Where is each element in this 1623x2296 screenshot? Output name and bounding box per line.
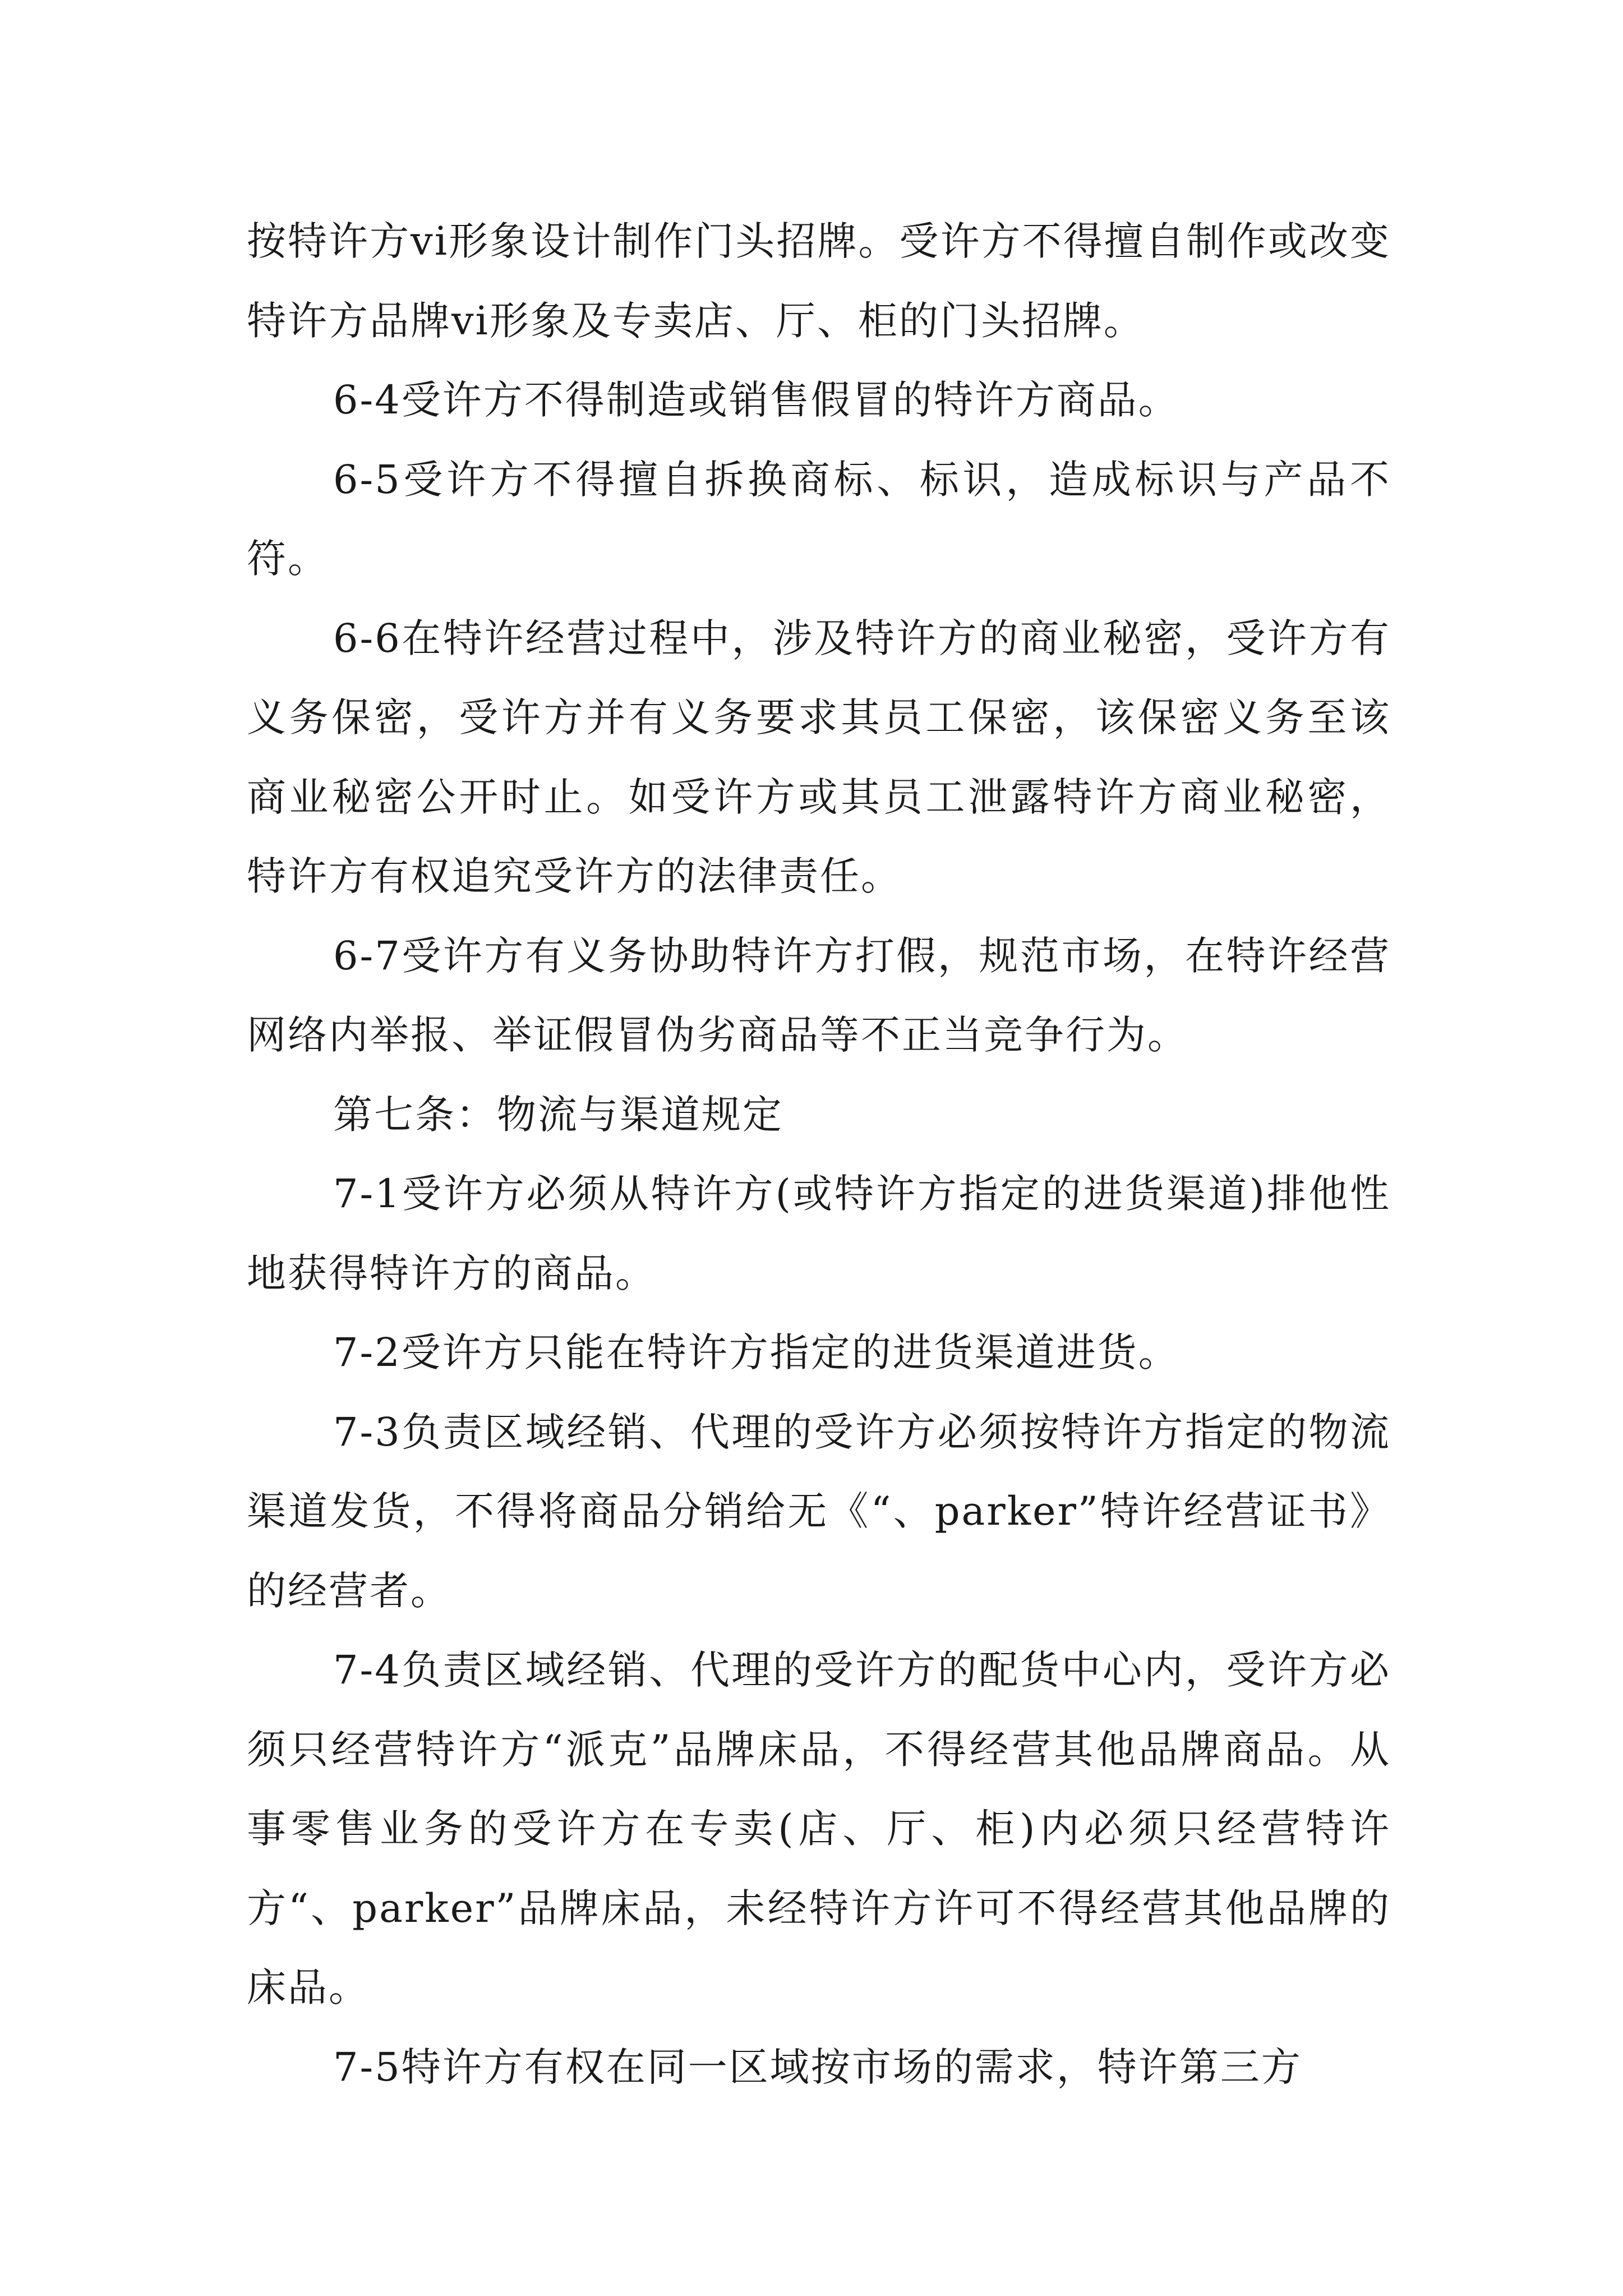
paragraph-6-7: 6-7受许方有义务协助特许方打假，规范市场，在特许经营网络内举报、举证假冒伪劣商品等不正当竞争行为。 (247, 932, 1391, 1058)
paragraph-7-3: 7-3负责区域经销、代理的受许方必须按特许方指定的物流渠道发货，不得将商品分销给无《“、parker”特许经营证书》的经营者。 (247, 1409, 1391, 1614)
paragraph-7-2: 7-2受许方只能在特许方指定的进货渠道进货。 (333, 1329, 1179, 1375)
document-body (247, 202, 1391, 2107)
paragraph-continuation: 按特许方vi形象设计制作门头招牌。受许方不得擅自制作或改变特许方品牌vi形象及专卖店、厅、柜的门头招牌。 (247, 218, 1391, 344)
paragraph-6-5: 6-5受许方不得擅自拆换商标、标识，造成标识与产品不符。 (247, 456, 1391, 582)
paragraph-6-6: 6-6在特许经营过程中，涉及特许方的商业秘密，受许方有义务保密，受许方并有义务要求其员工保密，该保密义务至该商业秘密公开时止。如受许方或其员工泄露特许方商业秘密，特许方有权追究受许方的法律责任。 (247, 615, 1391, 899)
paragraph-6-4: 6-4受许方不得制造或销售假冒的特许方商品。 (333, 377, 1179, 423)
section-heading-article-7: 第七条：物流与渠道规定 (333, 1091, 783, 1138)
paragraph-7-4: 7-4负责区域经销、代理的受许方的配货中心内，受许方必须只经营特许方“派克”品牌床品，不得经营其他品牌商品。从事零售业务的受许方在专卖(店、厅、柜)内必须只经营特许方“、parker”品牌床品，未经特许方许可不得经营其他品牌的床品。 (247, 1647, 1391, 2010)
paragraph-7-1: 7-1受许方必须从特许方(或特许方指定的进货渠道)排他性地获得特许方的商品。 (247, 1171, 1391, 1296)
paragraph-7-5: 7-5特许方有权在同一区域按市场的需求，特许第三方 (333, 2044, 1302, 2090)
